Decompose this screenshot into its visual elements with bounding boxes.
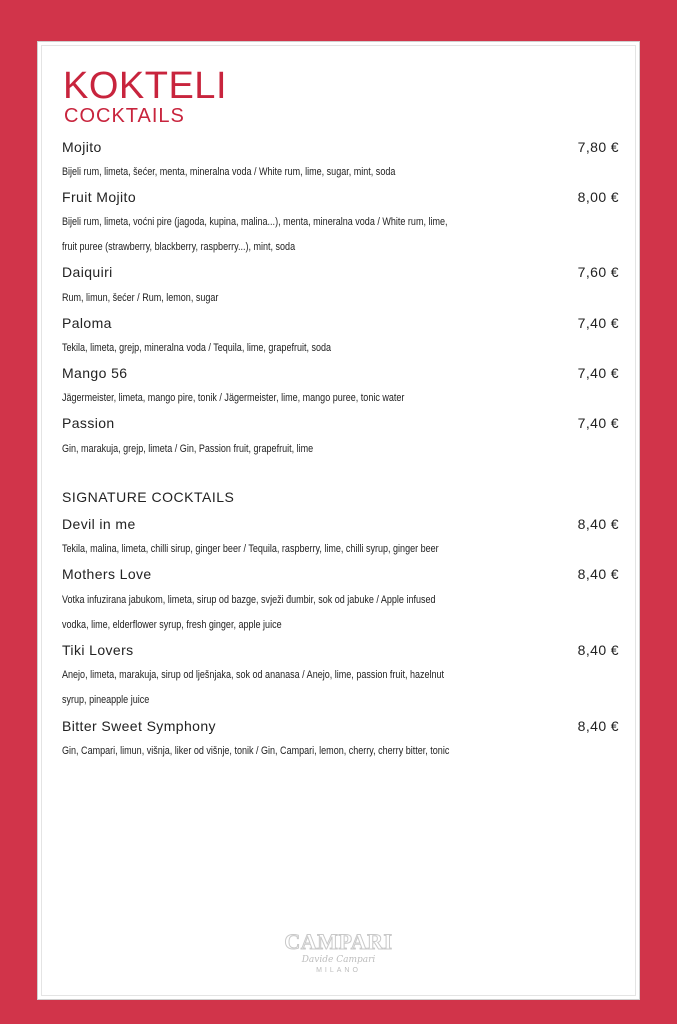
- item-price: 7,80 €: [577, 139, 619, 155]
- menu-subtitle: COCKTAILS: [64, 105, 185, 127]
- item-description: Gin, Campari, limun, višnja, liker od višnje, tonik / Gin, Campari, lemon, cherry, cherry bitter, tonic: [62, 745, 450, 757]
- item-description: Jägermeister, limeta, mango pire, tonik / Jägermeister, lime, mango puree, tonic water: [62, 392, 405, 404]
- item-price: 8,40 €: [577, 566, 619, 582]
- item-description: Bijeli rum, limeta, šećer, menta, mineralna voda / White rum, lime, sugar, mint, soda: [62, 166, 396, 178]
- item-name: Mango 56: [62, 365, 128, 381]
- item-name: Tiki Lovers: [62, 642, 134, 658]
- item-name: Bitter Sweet Symphony: [62, 718, 216, 734]
- item-price: 8,40 €: [577, 642, 619, 658]
- item-price: 8,40 €: [577, 516, 619, 532]
- menu-page: [37, 41, 640, 1000]
- item-name: Fruit Mojito: [62, 189, 137, 205]
- item-name: Mojito: [62, 139, 102, 155]
- item-description: Rum, limun, šećer / Rum, lemon, sugar: [62, 292, 219, 304]
- item-description: Votka infuzirana jabukom, limeta, sirup od bazge, svježi đumbir, sok od jabuke / Apple infused: [62, 594, 436, 606]
- item-description: Tekila, limeta, grejp, mineralna voda / Tequila, lime, grapefruit, soda: [62, 342, 332, 354]
- item-name: Devil in me: [62, 516, 136, 532]
- item-description: Tekila, malina, limeta, chilli sirup, ginger beer / Tequila, raspberry, lime, chilli syrup, ginger beer: [62, 543, 439, 555]
- item-name: Paloma: [62, 315, 112, 331]
- item-price: 8,40 €: [577, 718, 619, 734]
- item-price: 7,40 €: [577, 415, 619, 431]
- item-description: Bijeli rum, limeta, voćni pire (jagoda, kupina, malina...), menta, mineralna voda / White rum, lime,: [62, 216, 448, 228]
- campari-logo: [38, 930, 639, 976]
- item-description: fruit puree (strawberry, blackberry, raspberry...), mint, soda: [62, 241, 296, 253]
- item-name: Mothers Love: [62, 566, 152, 582]
- item-description: Anejo, limeta, marakuja, sirup od lješnjaka, sok od ananasa / Anejo, lime, passion fruit, hazelnut: [62, 669, 445, 681]
- item-name: Passion: [62, 415, 115, 431]
- logo-city: MILANO: [316, 967, 361, 974]
- menu-title: KOKTELI: [63, 65, 227, 107]
- item-name: Daiquiri: [62, 264, 113, 280]
- item-price: 7,40 €: [577, 365, 619, 381]
- section-title: SIGNATURE COCKTAILS: [62, 489, 235, 505]
- logo-brand: CAMPARI: [284, 929, 393, 954]
- item-price: 7,40 €: [577, 315, 619, 331]
- item-description: vodka, lime, elderflower syrup, fresh ginger, apple juice: [62, 619, 282, 631]
- item-price: 7,60 €: [577, 264, 619, 280]
- item-price: 8,00 €: [577, 189, 619, 205]
- item-description: syrup, pineapple juice: [62, 694, 150, 706]
- item-description: Gin, marakuja, grejp, limeta / Gin, Passion fruit, grapefruit, lime: [62, 443, 314, 455]
- logo-signature: Davide Campari: [301, 955, 376, 965]
